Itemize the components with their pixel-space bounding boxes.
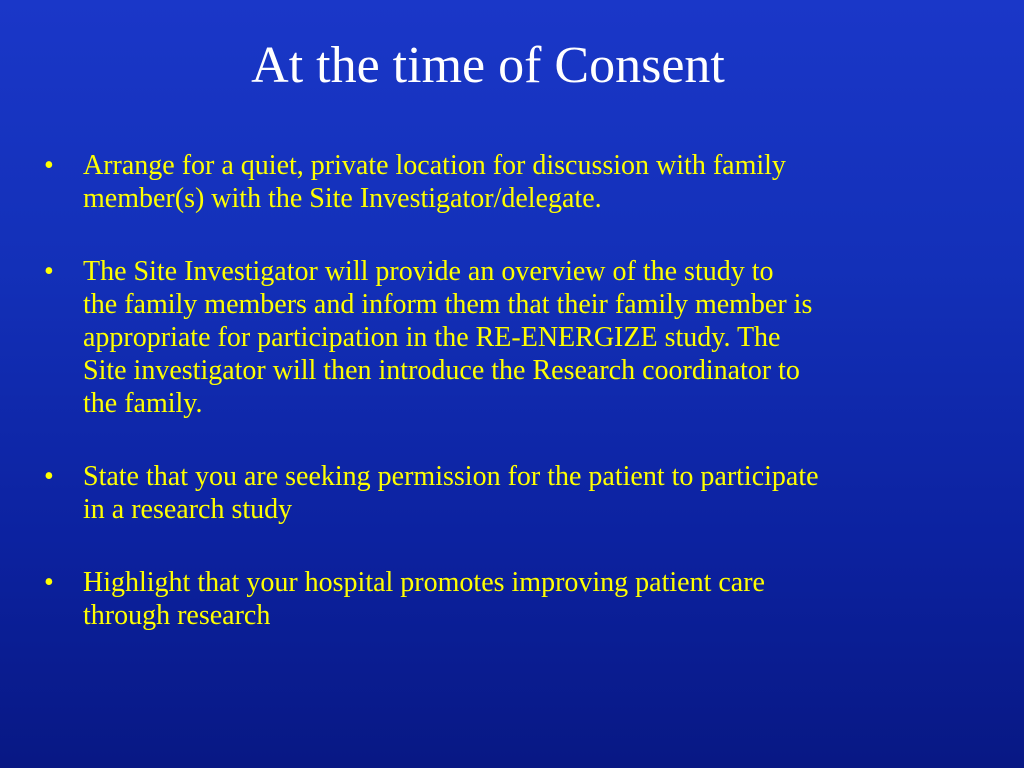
bullet-text-line: State that you are seeking permission for the patient to participate <box>83 461 819 492</box>
bullet-text-line: member(s) with the Site Investigator/delegate. <box>83 183 602 214</box>
bullet-dot: • <box>44 150 54 181</box>
bullet-text-line: Arrange for a quiet, private location for discussion with family <box>83 150 786 181</box>
bullet-text-line: Highlight that your hospital promotes improving patient care <box>83 567 765 598</box>
slide-title: At the time of Consent <box>251 37 725 94</box>
bullet-item <box>0 460 1000 526</box>
bullet-dot: • <box>44 461 54 492</box>
bullet-text-line: the family. <box>83 388 203 419</box>
bullet-text-line: appropriate for participation in the RE-ENERGIZE study. The <box>83 322 781 353</box>
bullet-dot: • <box>44 567 54 598</box>
bullet-text-line: the family members and inform them that their family member is <box>83 289 813 320</box>
bullet-item <box>0 149 1000 215</box>
bullet-dot: • <box>44 256 54 287</box>
bullet-text-line: through research <box>83 600 271 631</box>
bullet-list <box>0 149 1000 672</box>
bullet-text-line: in a research study <box>83 494 293 525</box>
bullet-item <box>0 566 1000 632</box>
bullet-item <box>0 255 1000 420</box>
bullet-text-line: The Site Investigator will provide an overview of the study to <box>83 256 774 287</box>
bullet-text-line: Site investigator will then introduce the Research coordinator to <box>83 355 800 386</box>
